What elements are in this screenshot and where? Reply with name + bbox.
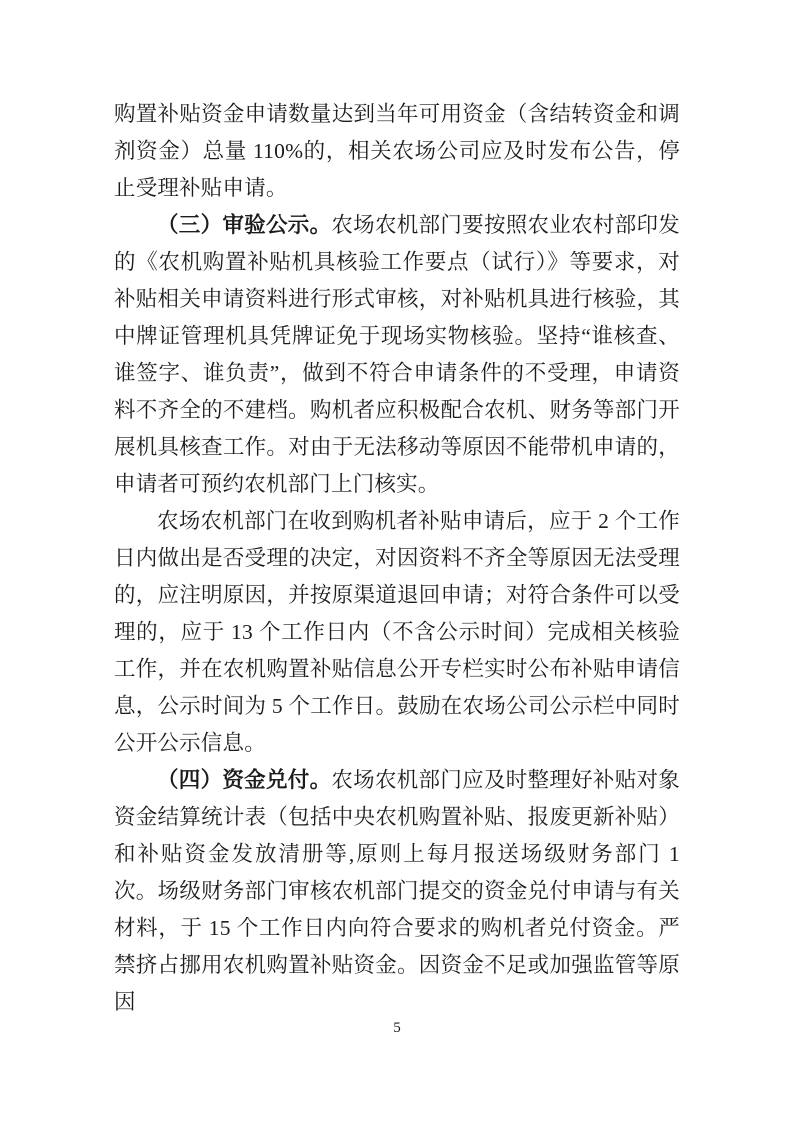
paragraph <box>114 762 680 1021</box>
paragraph-text: 农场农机部门要按照农业农村部印发的《农机购置补贴机具核验工作要点（试行）》等要求，对补贴相关申请资料进行形式审核，对补贴机具进行核验，其中牌证管理机具凭牌证免于现场实物核验。坚持“谁核查、谁签字、谁负责”，做到不符合申请条件的不受理，申请资料不齐全的不建档。购机者应积极配合农机、财务等部门开展机具核查工作。对由于无法移动等原因不能带机申请的，申请者可预约农机部门上门核实。 <box>114 213 681 496</box>
page-number: 5 <box>393 1020 401 1036</box>
paragraph-text: 农场农机部门应及时整理好补贴对象资金结算统计表（包括中央农机购置补贴、报废更新补贴）和补贴资金发放清册等,原则上每月报送场级财务部门 1 次。场级财务部门审核农机部门提交的资金兑付申请与有关材料，于 15 个工作日内向符合要求的购机者兑付资金。严禁挤占挪用农机购置补贴资金。因资金不足或加强监管等原因 <box>114 768 681 1014</box>
document-body <box>114 96 680 1021</box>
paragraph <box>114 207 680 503</box>
paragraph-text: 购置补贴资金申请数量达到当年可用资金（含结转资金和调剂资金）总量 110%的，相关农场公司应及时发布公告，停止受理补贴申请。 <box>114 102 680 200</box>
section-heading: （四）资金兑付。 <box>157 768 332 792</box>
section-heading: （三）审验公示。 <box>157 213 332 237</box>
paragraph-text: 农场农机部门在收到购机者补贴申请后，应于 2 个工作日内做出是否受理的决定，对因资料不齐全等原因无法受理的，应注明原因，并按原渠道退回申请；对符合条件可以受理的，应于 13 个工作日内（不含公示时间）完成相关核验工作，并在农机购置补贴信息公开专栏实时公布补贴申请信息，公示时间为 5 个工作日。鼓励在农场公司公示栏中同时公开公示信息。 <box>114 509 680 755</box>
paragraph <box>114 96 680 207</box>
paragraph <box>114 503 680 762</box>
